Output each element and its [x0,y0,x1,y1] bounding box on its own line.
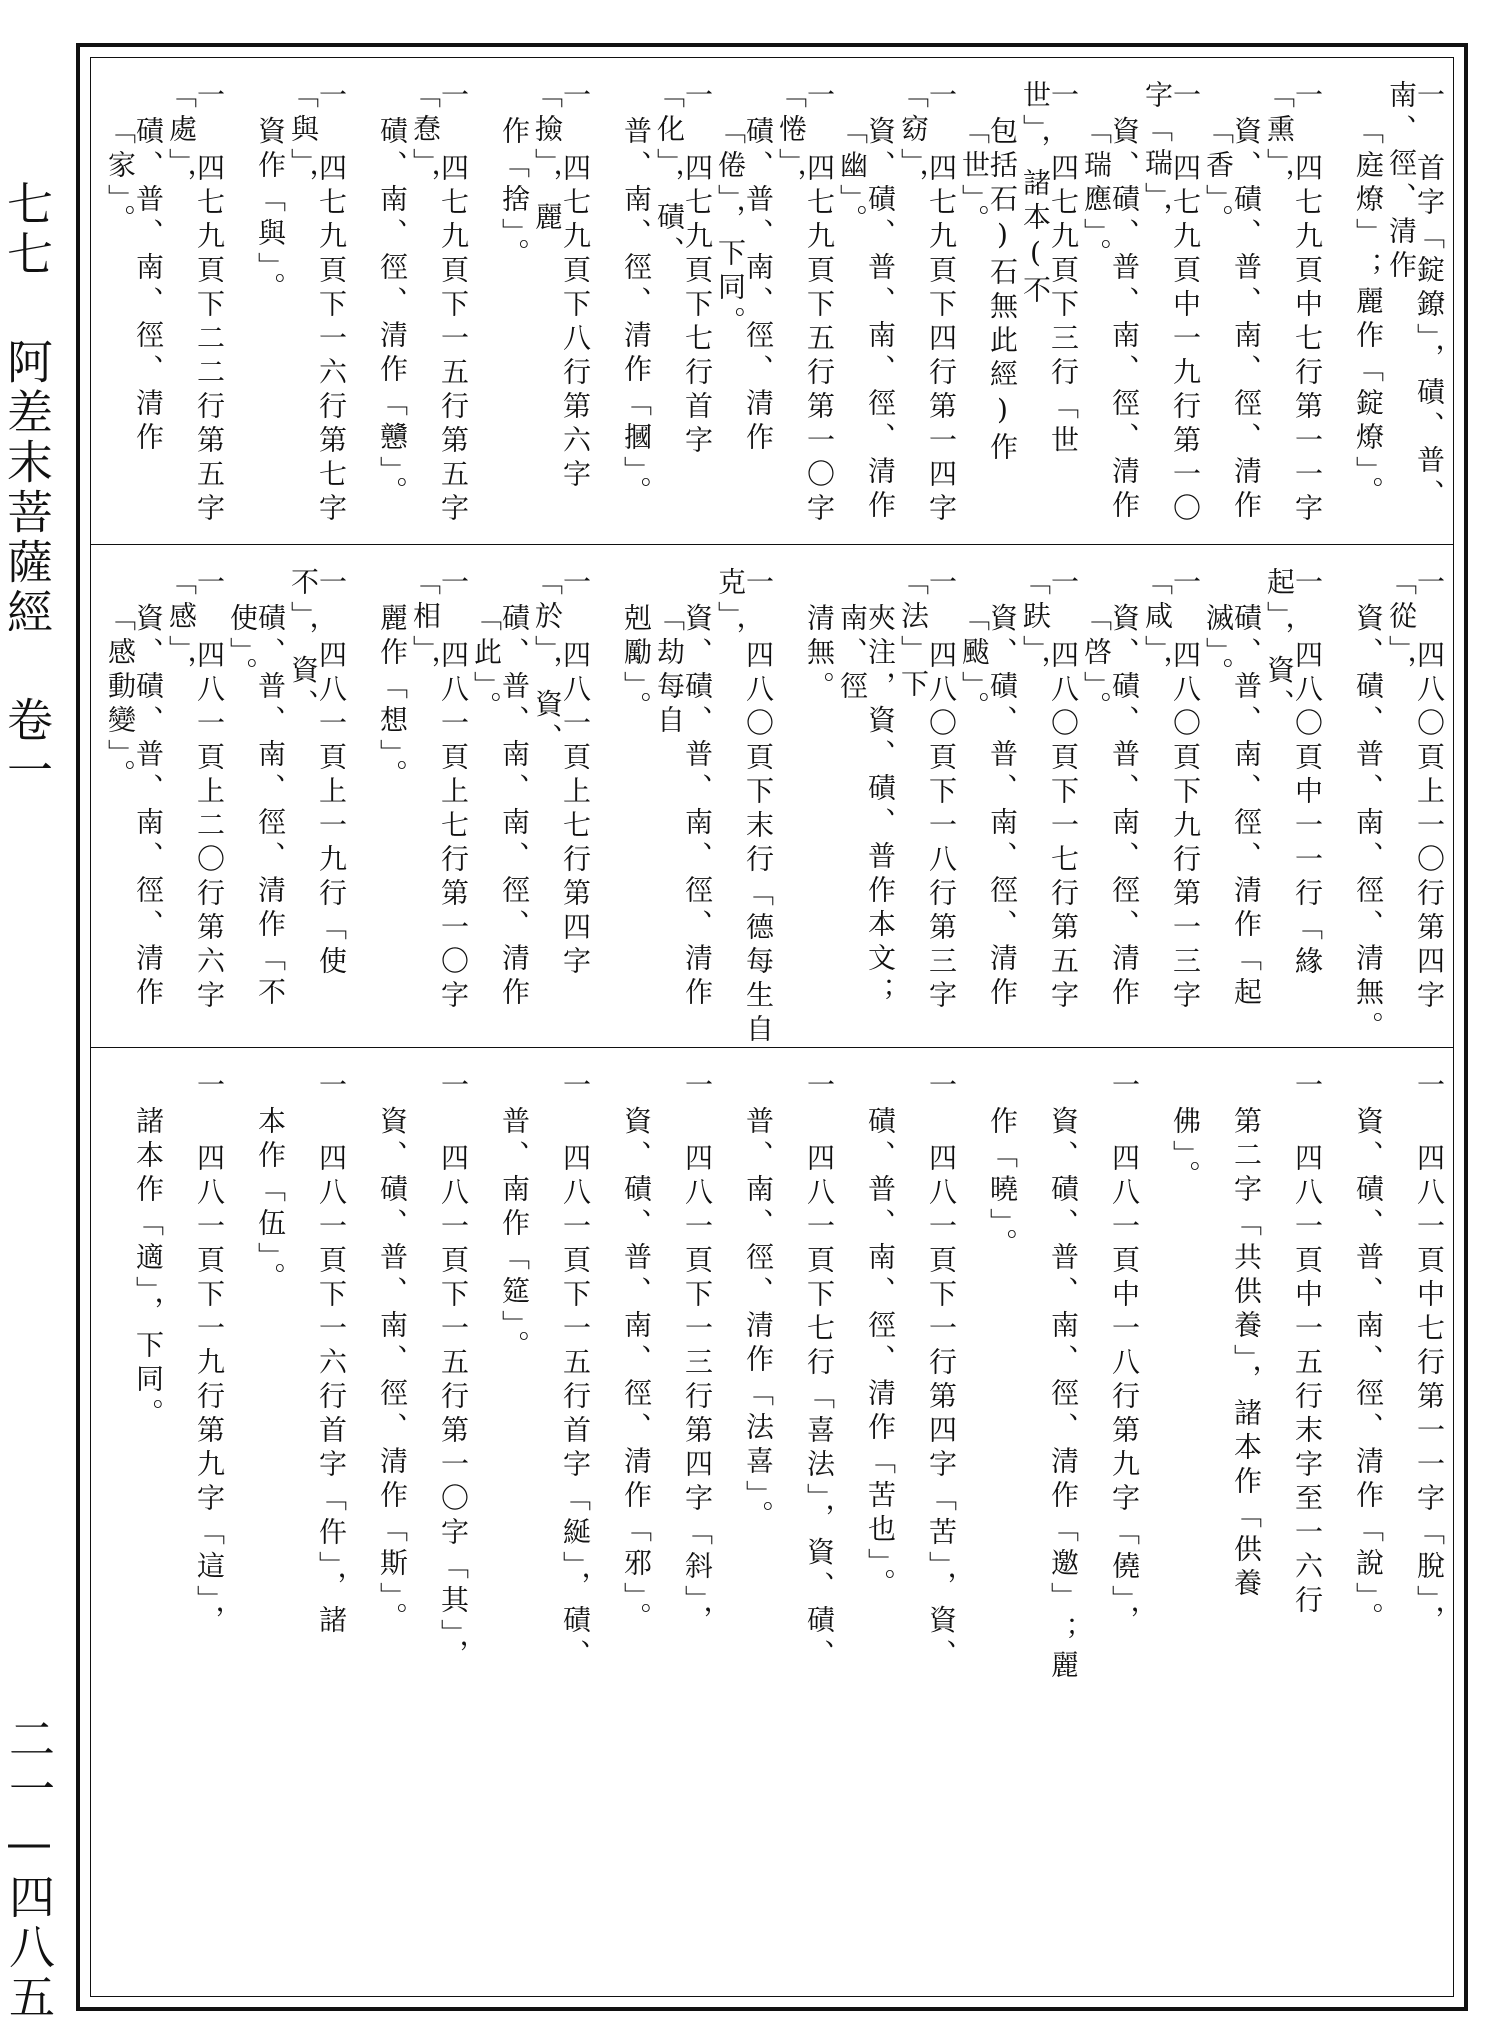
text-column: 資、磧、普、南、徑、清作「香」。 [1202,116,1263,524]
text-column: 清無。 [803,603,836,705]
text-column: 「庭燎」；麗作「錠燎」。 [1352,116,1385,510]
text-column: 佛」。 [1169,1106,1202,1194]
text-column: 一 四七九頁下七行首字「化」，磧、 [653,80,714,459]
text-column: 夾注，資、磧、普作本文；南、徑 [836,603,897,1011]
text-column: 包括石)石無此經)作「世」。 [958,116,1019,466]
text-column: 資作「與」。 [254,116,287,306]
text-column: 一 首字「錠鐐」，磧、普、南、徑、清作 [1385,80,1446,513]
text-column: 普、南、徑、清作「摑」。 [620,116,653,510]
text-column: 一 四八〇頁中一一行「緣起」，資、 [1263,567,1324,980]
text-column: 一 四七九頁中一九行第一〇字「瑞」， [1141,80,1202,527]
text-column: 磧、普、南、徑、清作「家」。 [104,116,165,456]
text-column: 普、南、徑、清作「法喜」。 [742,1106,775,1534]
text-column: 作「捨」。 [498,116,531,272]
text-column: 資、磧、普、南、徑、清作「瑞應」。 [1080,116,1141,524]
text-column: 磧、普、南、南、徑、清作「此」。 [470,603,531,1011]
text-column: 本作「伍」。 [254,1106,287,1296]
text-column: 一 四七九頁下二二行第五字「處」， [165,80,226,527]
text-column: 一 四八一頁下一九行第九字「這」， [193,1070,226,1639]
text-column: 一 四八〇頁下末行「德每生自克」， [714,567,775,1048]
text-column: 資、磧、普、南、徑、清作「邀」；麗 [1047,1106,1080,1684]
text-column: 一 四七九頁中七行第一一字「熏」， [1263,80,1324,527]
text-column: 一 四八一頁上七行第一〇字「相」， [409,567,470,1014]
register-top [91,58,1453,544]
text-column: 諸本作「適」，下同。 [132,1106,165,1432]
text-column: 磧、南、徑、清作「戇」。 [376,116,409,510]
text-column: 一 四八一頁下一三行第四字「斜」， [681,1070,714,1639]
text-column: 一 四七九頁下八行第六字「撿」，麗 [531,80,592,493]
text-column: 磧、普、南、徑、清作「苦也」。 [864,1106,897,1602]
text-column: 一 四八一頁下一五行首字「綖」，磧、 [559,1070,592,1673]
text-column: 一 四七九頁下三行「世世」，諸本(不 [1019,80,1080,459]
text-column: 一 四八〇頁下一七行第五字「趺」， [1019,567,1080,1014]
text-column: 一 四八一頁下一五行第一〇字「其」， [437,1070,470,1673]
text-column: 作「曉」。 [986,1106,1019,1262]
text-column: 一 四八一頁上一九行「使不」，資、 [287,567,348,980]
text-column: 麗作「想」。 [376,603,409,793]
text-column: 一 四七九頁下五行第一〇字「惓」， [775,80,836,527]
text-column: 資、磧、普、南、徑、清作「啓」。 [1080,603,1141,1011]
text-column: 一 四八一頁下七行「喜法」，資、磧、 [803,1070,836,1673]
text-column: 磧、普、南、徑、清作「不使」。 [226,603,287,1011]
text-column: 一 四八〇頁下一八行第三字「法」下 [897,567,958,1014]
text-column: 一 四八一頁下一六行首字「仵」，諸 [315,1070,348,1639]
text-column: 資、磧、普、南、徑、清作「颰」。 [958,603,1019,1011]
text-column: 一 四八〇頁上一〇行第四字「從」， [1385,567,1446,1014]
text-column: 一 四八一頁上七行第四字「於」，資、 [531,567,592,980]
register-middle [91,544,1453,1048]
text-column: 剋勵」。 [620,603,653,725]
text-column: 資、磧、普、南、徑、清作「幽」。 [836,116,897,524]
page-frame [76,43,1468,2011]
text-column: 一 四八一頁上二〇行第六字「感」， [165,567,226,1014]
text-column: 一 四八一頁中一八行第九字「僥」， [1108,1070,1141,1639]
text-column: 資、磧、普、南、徑、清作「劫每自 [653,603,714,1011]
text-column: 第二字「共供養」，諸本作「供養 [1230,1106,1263,1602]
text-column: 資、磧、普、南、徑、清作「說」。 [1352,1106,1385,1636]
text-column: 一 四七九頁下一六行第七字「與」， [287,80,348,527]
text-column: 一 四八一頁中一五行末字至一六行 [1291,1070,1324,1619]
text-column: 一 四七九頁下四行第一四字「窈」， [897,80,958,527]
text-column: 一 四七九頁下一五行第五字「惷」， [409,80,470,527]
running-title: 七七 阿差末菩薩經 卷一 [0,180,54,796]
text-column: 普、南作「筵」。 [498,1106,531,1364]
text-area [90,57,1454,1997]
text-column: 磧、普、南、徑、清作「起滅」。 [1202,603,1263,1011]
text-column: 資、磧、普、南、徑、清無。 [1352,603,1385,1045]
text-column: 一 四八一頁中七行第一一字「脫」， [1413,1070,1446,1639]
text-column: 資、磧、普、南、徑、清作「感動變」。 [104,603,165,1011]
text-column: 資、磧、普、南、徑、清作「斯」。 [376,1106,409,1636]
text-column: 一 四八〇頁下九行第一三字「咸」， [1141,567,1202,1014]
page-number: 二一—四八五 [2,1715,56,2023]
text-column: 一 四八一頁下一行第四字「苦」，資、 [925,1070,958,1673]
register-bottom [91,1047,1453,1998]
text-column: 磧、普、南、徑、清作「倦」，下同。 [714,116,775,456]
text-column: 資、磧、普、南、徑、清作「邪」。 [620,1106,653,1636]
